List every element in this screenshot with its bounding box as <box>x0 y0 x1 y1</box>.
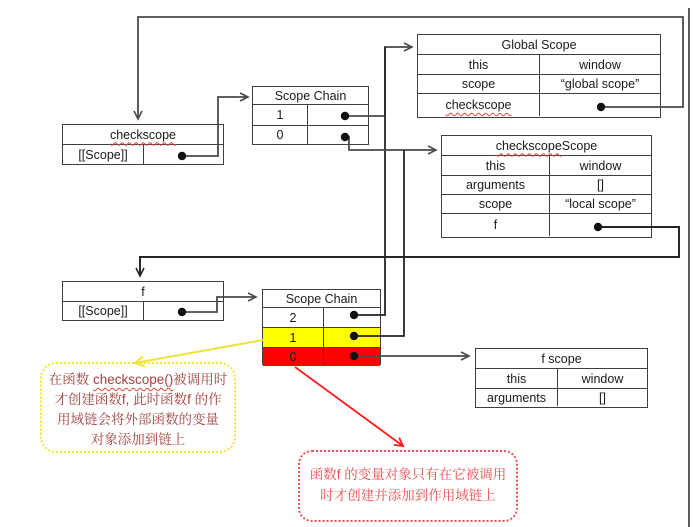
table-row <box>263 308 380 327</box>
table-row <box>442 213 651 236</box>
chain-index: 1 <box>253 105 308 125</box>
pointer-cell <box>324 308 380 327</box>
f-scope-title: f scope <box>476 349 647 369</box>
cell-key: f <box>442 214 550 236</box>
table-row-highlight-yellow <box>263 327 380 347</box>
chain-index: 1 <box>263 328 324 347</box>
global-scope-title: Global Scope <box>418 35 660 55</box>
pointer-cell <box>540 94 660 116</box>
checkscope-scope-title <box>442 136 651 156</box>
checkscope-property-label: checkscope <box>445 98 512 112</box>
cell-key: arguments <box>442 176 550 194</box>
table-row <box>418 93 660 116</box>
chain-index: 0 <box>263 348 324 366</box>
callout-keyword: checkscope() <box>92 372 174 387</box>
table-row <box>253 105 368 125</box>
scope-slot-label: [[Scope]] <box>63 145 144 164</box>
checkscope-box-title <box>63 125 223 145</box>
f-function-box <box>62 281 224 321</box>
callout-line: 函数f 的变量对象只有在它被调用 <box>309 467 507 482</box>
pointer-cell <box>144 145 223 164</box>
callout-line: 对象添加到链上 <box>90 432 186 447</box>
table-row <box>442 194 651 213</box>
cell-key: this <box>476 369 558 388</box>
pointer-cell <box>550 214 651 236</box>
table-row <box>63 302 223 320</box>
scope-chain-title: Scope Chain <box>263 290 380 308</box>
pointer-cell <box>308 126 368 144</box>
annotation-callout-yellow <box>40 362 236 453</box>
table-row <box>418 55 660 74</box>
pointer-cell <box>308 105 368 125</box>
f-scope-table <box>475 348 648 408</box>
callout-text: 被调用时 <box>173 372 228 387</box>
cell-value: [] <box>599 390 606 405</box>
scope-chain-checkscope-box <box>252 86 369 145</box>
chain-index: 0 <box>253 126 308 144</box>
cell-key <box>418 94 540 116</box>
pointer-cell <box>144 302 223 320</box>
cell-key: this <box>418 55 540 74</box>
checkscope-box-title-text: checkscope <box>109 127 176 142</box>
checkscope-scope-table <box>441 135 652 238</box>
table-row <box>442 156 651 175</box>
callout-line: 才创建函数f, 此时函数f 的作 <box>54 392 222 407</box>
pointer-cell <box>324 328 380 347</box>
table-row <box>476 388 647 406</box>
cell-key: scope <box>442 195 550 213</box>
table-row-highlight-red <box>263 347 380 366</box>
checkscope-scope-title-word: checkscope <box>495 138 562 153</box>
annotation-callout-red <box>298 450 518 522</box>
checkscope-function-box <box>62 124 224 165</box>
annotation-arrow-red <box>295 367 403 446</box>
table-row <box>418 74 660 93</box>
callout-text: 在函数 <box>48 372 93 387</box>
cell-value: window <box>579 57 621 72</box>
table-row <box>442 175 651 194</box>
table-row <box>63 145 223 164</box>
scope-chain-f-box <box>262 289 381 365</box>
cell-value: window <box>579 158 622 173</box>
cell-value: window <box>581 371 624 386</box>
cell-key: this <box>442 156 550 175</box>
cell-value: “local scope” <box>565 197 636 211</box>
scope-slot-label: [[Scope]] <box>63 302 144 320</box>
callout-line: 用域链会将外部函数的变量 <box>57 412 219 427</box>
cell-value: [] <box>597 178 604 192</box>
cell-value: “global scope” <box>560 77 640 91</box>
f-box-title: f <box>63 282 223 302</box>
global-scope-table <box>417 34 661 118</box>
callout-line <box>42 370 234 390</box>
callout-line: 时才创建并添加到作用域链上 <box>320 488 496 503</box>
chain-index: 2 <box>263 308 324 327</box>
cell-key: scope <box>418 75 540 93</box>
cell-key: arguments <box>476 389 558 406</box>
pointer-cell <box>324 348 380 366</box>
table-row <box>253 125 368 144</box>
annotation-arrow-yellow <box>135 340 263 363</box>
table-row <box>476 369 647 388</box>
checkscope-scope-title-rest: Scope <box>561 138 598 153</box>
scope-chain-title: Scope Chain <box>253 87 368 105</box>
